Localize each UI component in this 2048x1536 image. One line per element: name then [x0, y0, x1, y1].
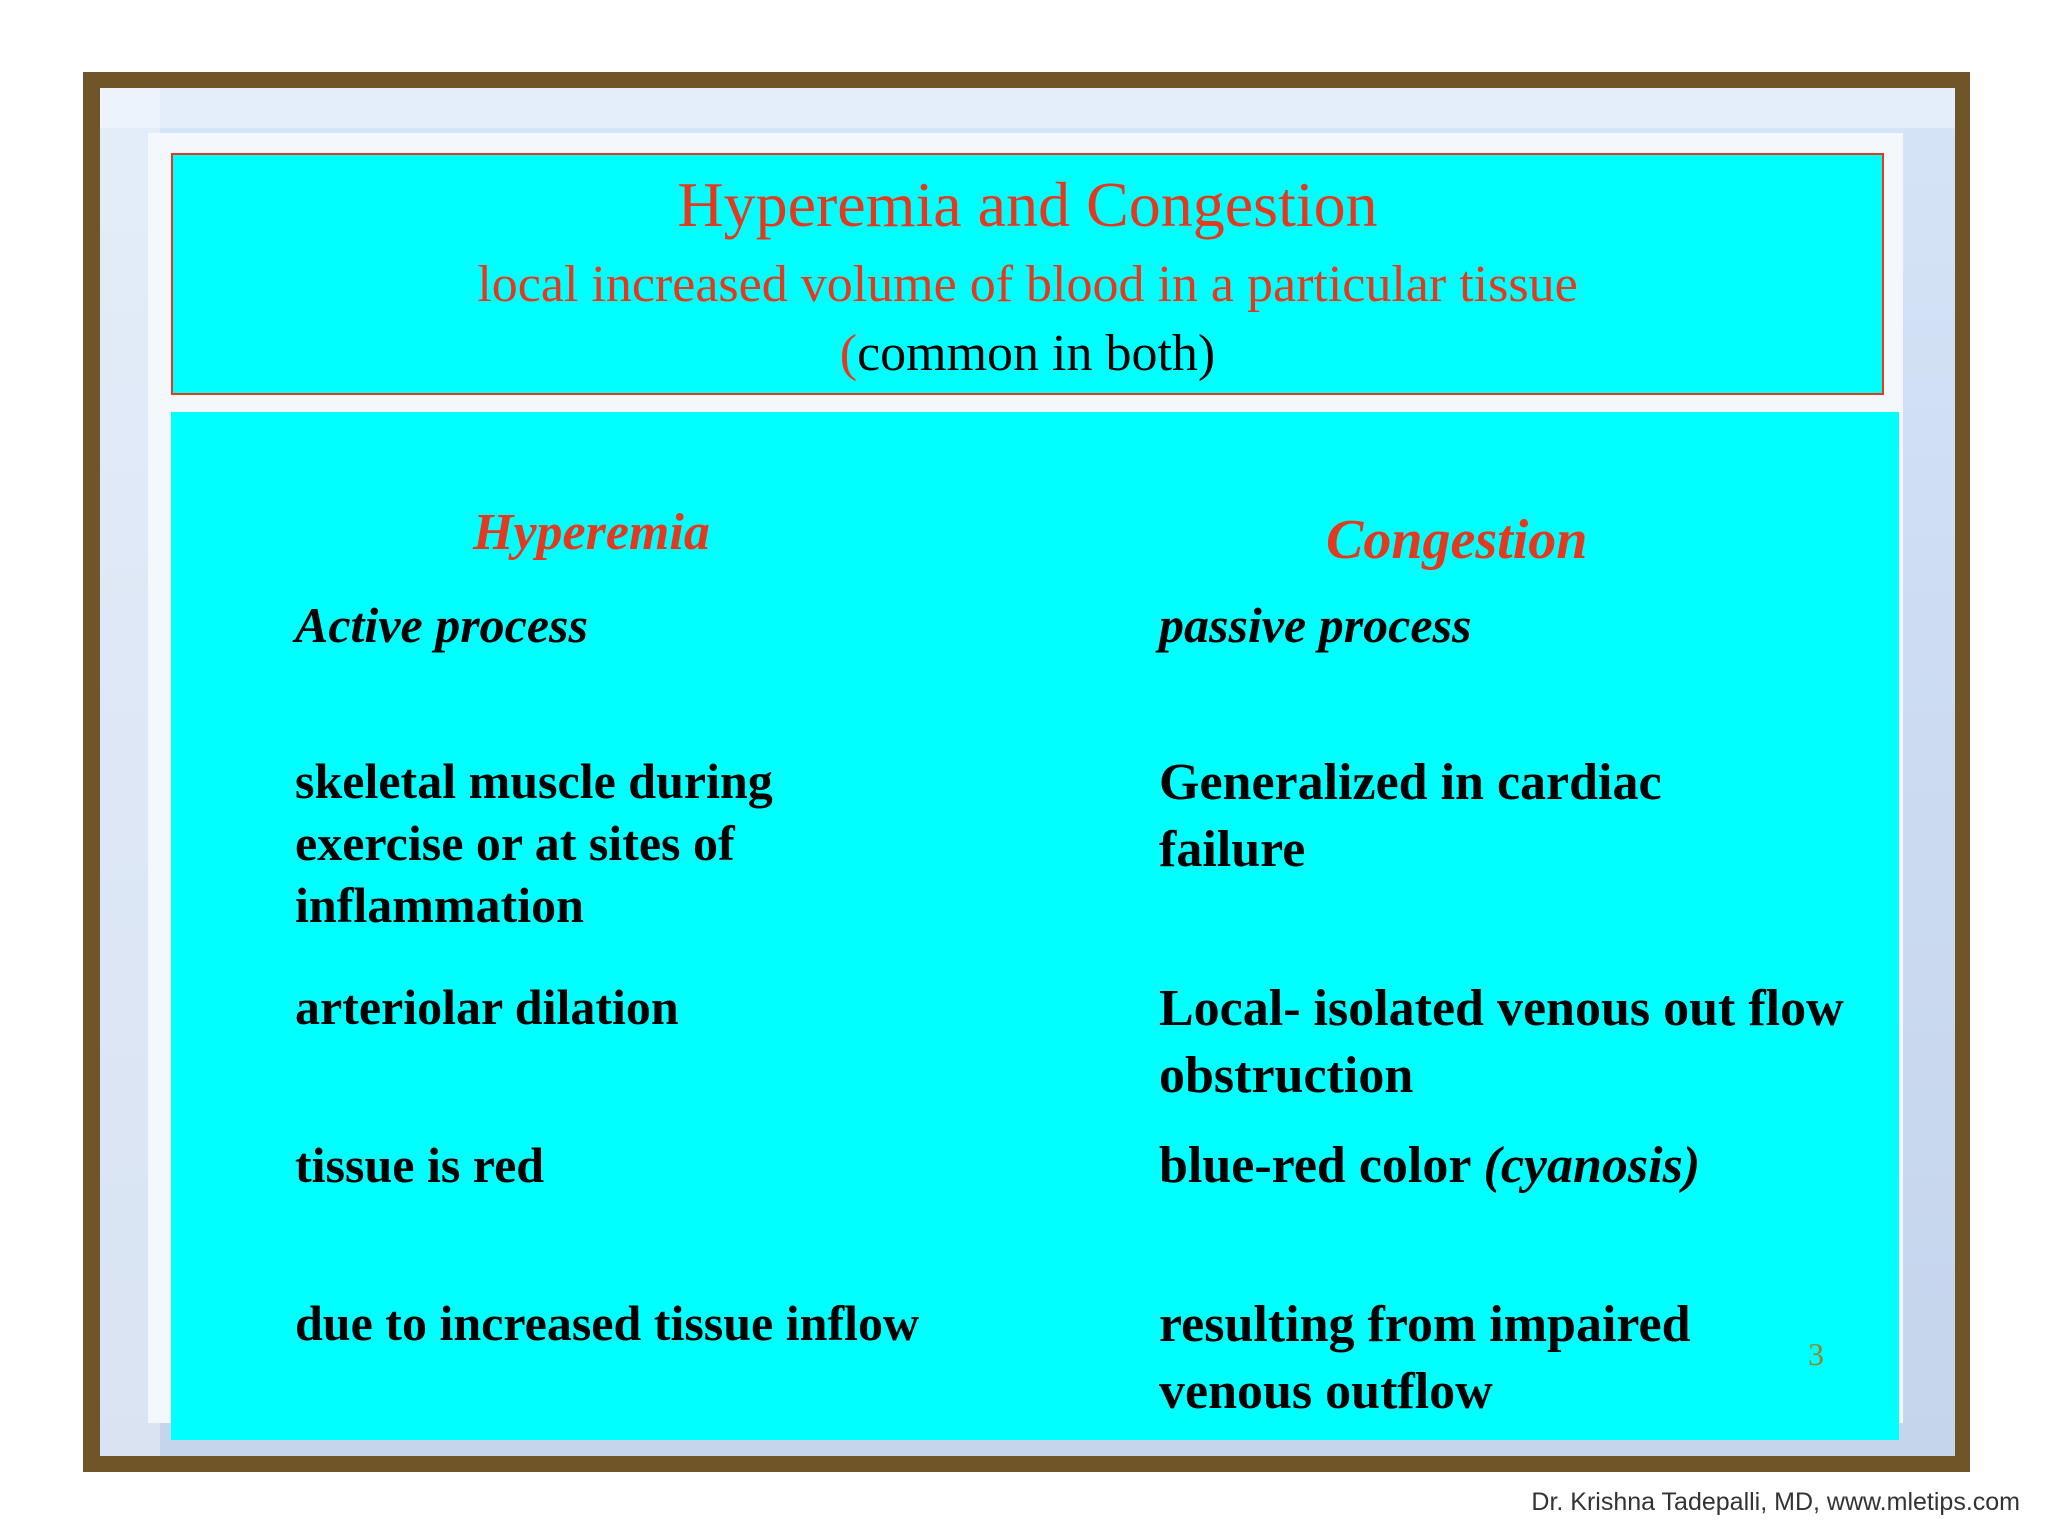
left-cell-row1: Active process — [295, 597, 588, 653]
slide-note — [173, 325, 1882, 382]
page-number: 3 — [1808, 1336, 1824, 1372]
note-text: common in both) — [857, 325, 1216, 382]
right-cell-row4-text: blue-red color — [1159, 1137, 1484, 1194]
left-cell-row3: arteriolar dilation — [295, 979, 679, 1035]
slide-title: Hyperemia and Congestion — [677, 169, 1378, 240]
right-cell-row4-italic: (cyanosis) — [1483, 1137, 1701, 1194]
column-heading-congestion: Congestion — [1326, 509, 1588, 571]
comparison-panel — [171, 412, 1899, 1440]
left-cell-row5: due to increased tissue inflow — [295, 1295, 920, 1351]
slide-subtitle: local increased volume of blood in a particular tissue — [477, 256, 1578, 313]
title-box — [171, 153, 1884, 395]
footer-credit: Dr. Krishna Tadepalli, MD, www.mletips.com — [1531, 1488, 2020, 1516]
left-cell-row2: skeletal muscle during exercise or at sites of inflammation — [295, 753, 773, 933]
right-cell-row4 — [1159, 1134, 1879, 1198]
column-heading-hyperemia: Hyperemia — [473, 504, 710, 561]
right-cell-row3: Local- isolated venous out flow obstruction — [1159, 980, 1844, 1104]
note-open-paren: ( — [839, 325, 858, 382]
right-cell-row1: passive process — [1159, 597, 1472, 653]
right-cell-row2: Generalized in cardiac failure — [1159, 754, 1662, 878]
left-cell-row4: tissue is red — [295, 1137, 545, 1193]
right-cell-row5: resulting from impaired venous outflow — [1159, 1296, 1691, 1420]
